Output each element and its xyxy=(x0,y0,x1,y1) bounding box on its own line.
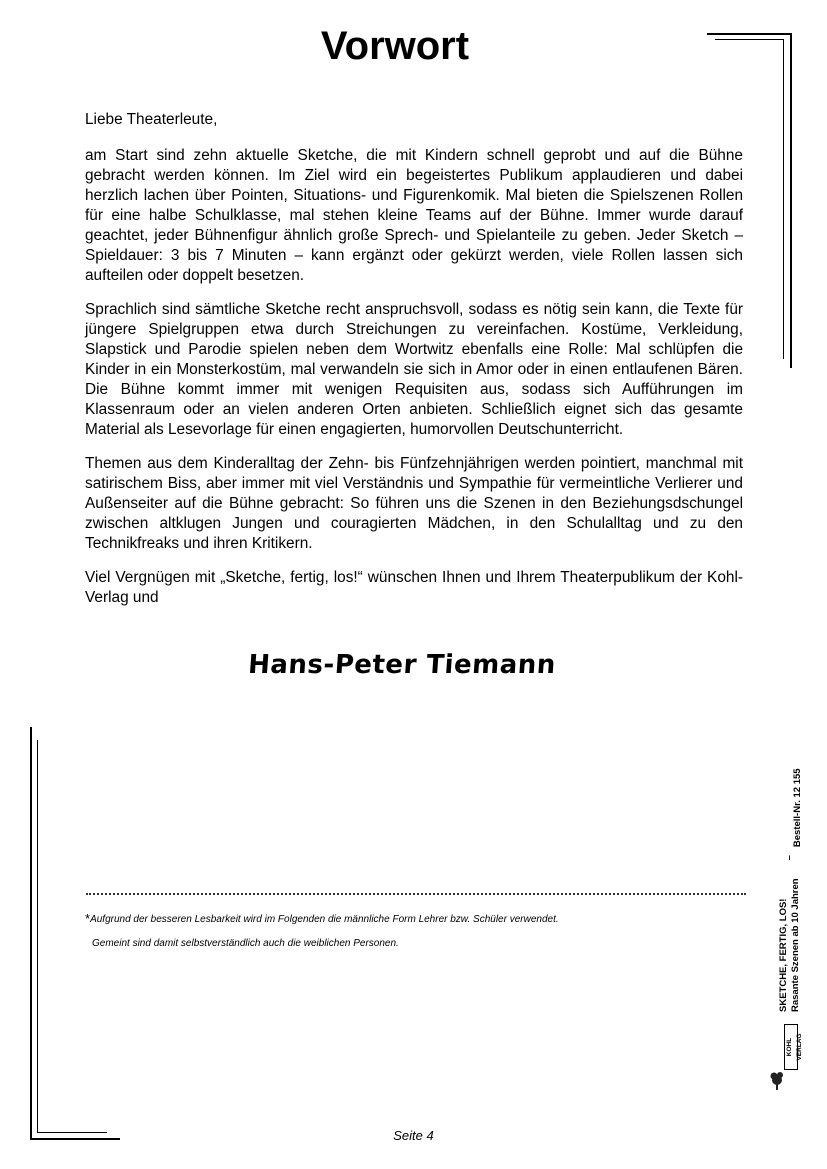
greeting: Liebe Theaterleute, xyxy=(85,111,218,128)
foreword-body xyxy=(85,110,743,622)
footnote-text-1: Aufgrund der besseren Lesbarkeit wird im Folgenden die männliche Form Lehrer bzw. Schüler verwendet. xyxy=(90,914,559,925)
order-number: Bestell-Nr. 12 155 xyxy=(792,768,803,848)
paragraph: Sprachlich sind sämtliche Sketche recht anspruchsvoll, sodass es nötig sein kann, die Texte für jüngere Spielgruppen etwa durch Streichungen zu vereinfachen. Kostüme, Verkleidung, Slapstick und Parodie spielen neben dem Wortwitz ebenfalls eine Rolle: Mal schlüpfen die Kinder in ein Monsterkostüm, mal verwandeln sie sich in Amor oder in einen entlaufenen Bären. Die Bühne kommt immer mit wenigen Requisiten aus, sodass sich Aufführungen im Klassenraum oder an vielen anderen Orten anbieten. Schließlich eignet sich das gesamte Material als Lesevorlage für einen engagierten, humorvollen Deutschunterricht. xyxy=(85,301,743,438)
footnote-line-2: Gemeint sind damit selbstverständlich auch die weiblichen Personen. xyxy=(92,938,399,949)
book-title: SKETCHE, FERTIG, LOS! xyxy=(778,898,789,1012)
paragraph: Themen aus dem Kinderalltag der Zehn- bis Fünfzehnjährigen werden pointiert, manchmal mit satirischem Biss, aber immer mit viel Verständnis und Sympathie für vermeintliche Verlierer und Außenseiter auf die Bühne gebracht: So führen uns die Szenen in den Beziehungsdschungel zwischen altklugen Jungen und couragierten Mädchen, in den Schulalltag und zu den Technikfreaks und ihren Kritikern. xyxy=(85,455,743,552)
page-number: Seite 4 xyxy=(393,1128,434,1143)
info-separator: – xyxy=(784,855,795,861)
frame-line-top-inner xyxy=(715,39,783,40)
page-title: Vorwort xyxy=(320,24,470,68)
paragraph: Viel Vergnügen mit „Sketche, fertig, los!“ wünschen Ihnen und Ihrem Theaterpublikum der Kohl-Verlag und xyxy=(85,569,743,606)
frame-line-left-inner xyxy=(37,740,38,1132)
footnote-separator xyxy=(86,893,746,895)
footnote-line-1 xyxy=(85,912,559,927)
frame-line-left xyxy=(30,727,32,1139)
frame-line-right xyxy=(790,33,792,368)
author-signature: Hans-Peter Tiemann xyxy=(247,650,557,680)
book-subtitle: Rasante Szenen ab 10 Jahren xyxy=(790,878,801,1012)
publisher-logo-text: KOHL VERLAG xyxy=(784,1024,798,1070)
frame-line-top xyxy=(707,33,790,35)
paragraph: am Start sind zehn aktuelle Sketche, die mit Kindern schnell geprobt und auf die Bühne gebracht werden können. Im Ziel wird ein begeistertes Publikum applaudieren und dabei herzlich lachen über Pointen, Situations- und Figurenkomik. Mal bieten die Spielszenen Rollen für eine halbe Schulklasse, mal stehen kleine Teams auf der Bühne. Immer wurde darauf geachtet, jeder Bühnenfigur ähnlich große Sprech- und Spielanteile zu geben. Jeder Sketch – Spieldauer: 3 bis 7 Minuten – kann ergänzt oder gekürzt werden, viele Rollen lassen sich aufteilen oder doppelt besetzen. xyxy=(85,147,743,284)
footnote-asterisk: * xyxy=(85,911,91,926)
frame-line-right-inner xyxy=(783,39,784,359)
side-book-info xyxy=(776,752,804,1012)
